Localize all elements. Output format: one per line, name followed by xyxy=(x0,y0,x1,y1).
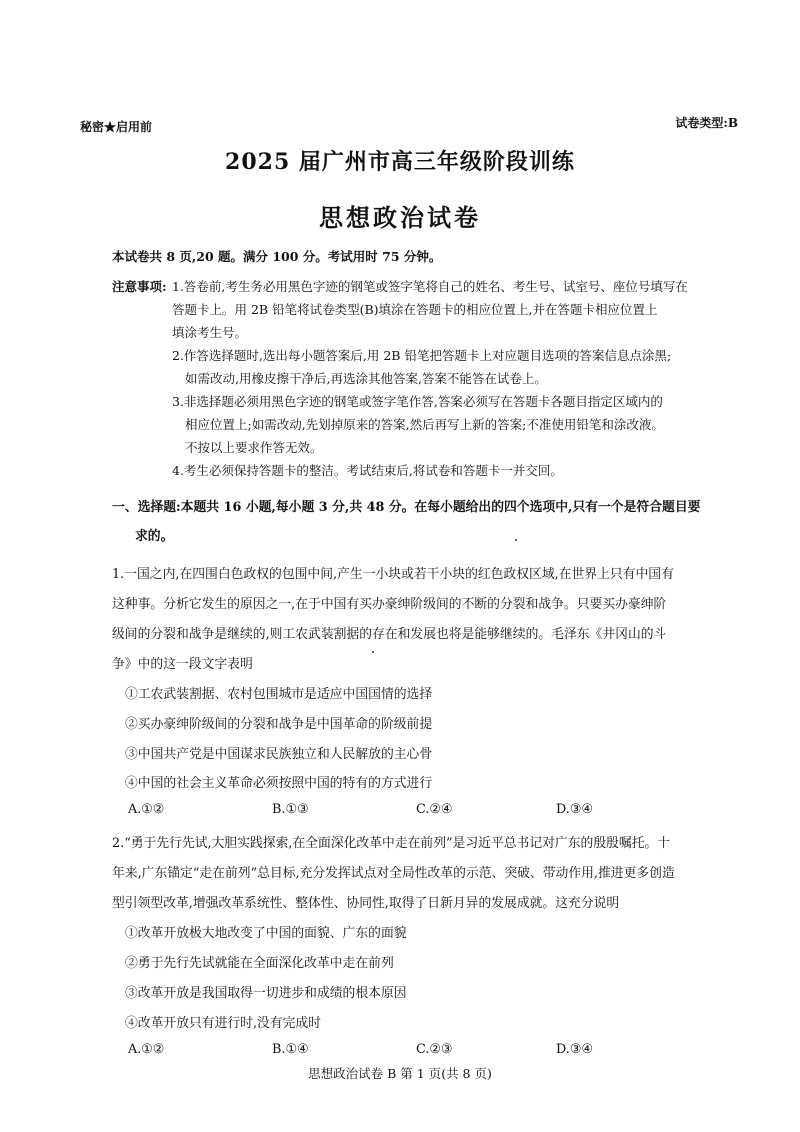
question-1-option: ②买办豪绅阶级间的分裂和战争是中国革命的阶级前提 xyxy=(125,717,433,732)
question-2-option: ④改革开放只有进行时,没有完成时 xyxy=(125,1016,322,1031)
notice-label: 注意事项: xyxy=(112,279,167,294)
question-2-option: ②勇于先行先试就能在全面深化改革中走在前列 xyxy=(125,956,394,971)
question-2-choice-b: B.①④ xyxy=(272,1042,309,1057)
exam-title: 2025 届广州市高三年级阶段训练 xyxy=(225,149,575,175)
notice-line: 1.答卷前,考生务必用黑色字迹的钢笔或签字笔将自己的姓名、考生号、试室号、座位号填写在 xyxy=(172,279,688,294)
section-title: 一、选择题:本题共 16 小题,每小题 3 分,共 48 分。在每小题给出的四个选项中,只有一个是符合题目要 xyxy=(112,500,701,515)
notice-line: 2.作答选择题时,选出每小题答案后,用 2B 铅笔把答题卡上对应题目选项的答案信息点涂黑; xyxy=(172,348,672,363)
paper-type-label: 试卷类型:B xyxy=(675,116,738,130)
question-2-option: ③改革开放是我国取得一切进步和成绩的根本原因 xyxy=(125,986,407,1001)
question-1-choice-c: C.②④ xyxy=(416,802,453,817)
notice-line: 3.非选择题必须用黑色字迹的钢笔或签字笔作答,答案必须写在答题卡各题目指定区域内的 xyxy=(172,394,663,409)
question-2-text: 2.“勇于先行先试,大胆实践探索,在全面深化改革中走在前列”是习近平总书记对广东的殷殷嘱托。十 xyxy=(112,836,671,851)
question-1-choice-a: A.①② xyxy=(128,802,165,817)
secret-label: 秘密★启用前 xyxy=(80,120,153,134)
question-2-text: 年来,广东锚定“走在前列”总目标,充分发挥试点对全局性改革的示范、突破、带动作用,推进更多创造 xyxy=(112,866,675,881)
question-2-choice-a: A.①② xyxy=(128,1042,165,1057)
question-2-option: ①改革开放极大地改变了中国的面貌、广东的面貌 xyxy=(125,926,407,941)
notice-line: 相应位置上;如需改动,先划掉原来的答案,然后再写上新的答案;不准使用铅笔和涂改液。 xyxy=(185,417,664,432)
notice-line: 填涂考生号。 xyxy=(172,325,248,340)
question-1-option: ④中国的社会主义革命必须按照中国的特有的方式进行 xyxy=(125,776,433,791)
notice-line: 答题卡上。用 2B 铅笔将试卷类型(B)填涂在答题卡的相应位置上,并在答题卡相应位置上 xyxy=(172,302,658,317)
question-2-choice-d: D.③④ xyxy=(556,1042,593,1057)
subject-title: 思想政治试卷 xyxy=(319,203,481,232)
question-2-choice-c: C.②③ xyxy=(416,1042,453,1057)
question-1-text: 级间的分裂和战争是继续的,则工农武装割据的存在和发展也将是能够继续的。毛泽东《井冈山的斗 xyxy=(112,627,667,642)
section-title-cont: 求的。 xyxy=(135,529,174,544)
notice-line: 不按以上要求作答无效。 xyxy=(185,440,323,455)
question-1-choice-d: D.③④ xyxy=(556,802,593,817)
question-1-option: ③中国共产党是中国谋求民族独立和人民解放的主心骨 xyxy=(125,747,433,762)
question-1-text: 这种事。分析它发生的原因之一,在于中国有买办豪绅阶级间的不断的分裂和战争。只要买办豪绅阶 xyxy=(112,597,667,612)
question-1-text: 争》中的这一段文字表明 xyxy=(112,657,253,672)
question-1-text: 1.一国之内,在四围白色政权的包围中间,产生一小块或若干小块的红色政权区域,在世界上只有中国有 xyxy=(112,567,674,582)
question-2-text: 型引领型改革,增强改革系统性、整体性、协同性,取得了日新月异的发展成就。这充分说明 xyxy=(112,896,620,911)
notice-line: 如需改动,用橡皮擦干净后,再选涂其他答案,答案不能答在试卷上。 xyxy=(185,371,547,386)
page-footer: 思想政治试卷 B 第 1 页(共 8 页) xyxy=(308,1066,492,1081)
scan-speck xyxy=(515,539,517,541)
question-1-option: ①工农武装割据、农村包围城市是适应中国国情的选择 xyxy=(125,687,433,702)
exam-info: 本试卷共 8 页,20 题。满分 100 分。考试用时 75 分钟。 xyxy=(112,249,442,264)
notice-line: 4.考生必须保持答题卡的整洁。考试结束后,将试卷和答题卡一并交回。 xyxy=(172,463,563,478)
scan-speck xyxy=(372,651,374,653)
question-1-choice-b: B.①③ xyxy=(272,802,309,817)
